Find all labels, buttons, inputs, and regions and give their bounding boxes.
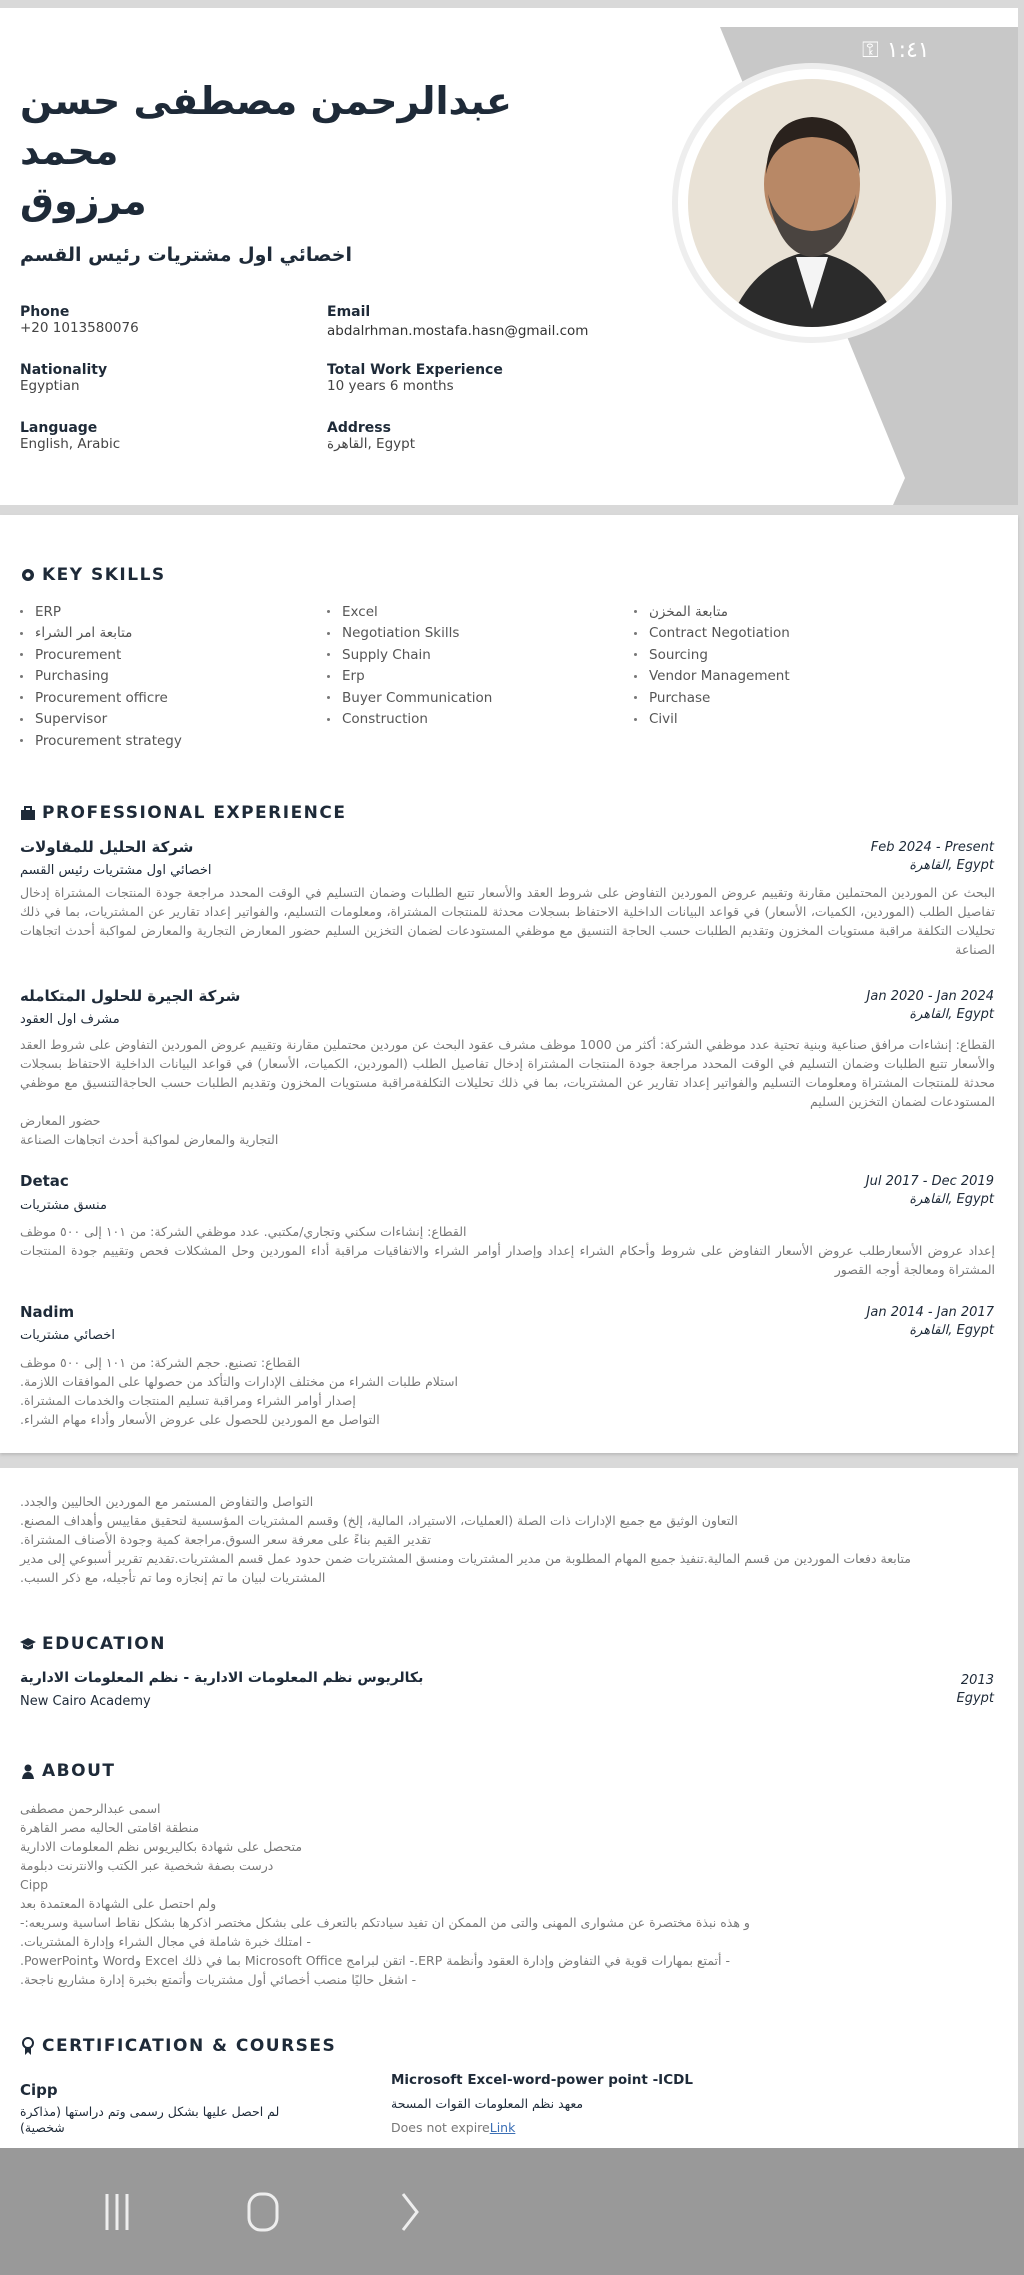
contact-value: القاهرة, Egypt [327,436,415,452]
about-line: ولم احتصل على الشهادة المعتمدة بعد [20,1896,217,1911]
bullet-icon [634,696,637,699]
education-heading [20,1634,166,1654]
contact-value: Egyptian [20,378,80,394]
skill-item [20,687,182,709]
desc-line: التجارية والمعارض لمواكبة أحدث اتجاهات الصناعة [20,1132,279,1147]
bullet-icon [327,675,330,678]
job-lines [20,1222,467,1241]
skill-label: متابعة امر الشراء [35,625,133,642]
name-line-2: محمد [20,129,119,173]
about-line: - امتلك خبرة شاملة في مجال الشراء وإدارة المشتريات. [20,1934,311,1949]
skill-label: Sourcing [649,646,708,663]
education-location: Egypt [956,1691,994,1706]
contact-value: 10 years 6 months [327,378,454,394]
gear-icon [20,566,36,584]
skill-item [634,687,790,709]
about-line: - اشغل حاليًا منصب أخصائي أول مشتريات وأتمتع بخبرة إدارة مشاريع ناجحة. [20,1972,417,1987]
about-line: درست بصفة شخصية عبر الكتب والانترنت دبلومة [20,1858,274,1873]
job-date-range: Feb 2024 - Present [870,840,994,855]
education-meta [956,1672,994,1708]
job-extra [20,1111,278,1149]
skill-label: متابعة المخزن [649,603,728,620]
about-line: Cipp [20,1877,49,1892]
home-button[interactable] [245,2190,281,2234]
cert-expiry: Does not expire [391,2120,490,2135]
skill-item [634,709,790,731]
education-school: New Cairo Academy [20,1694,151,1709]
job-dates [871,839,994,875]
job-lines [20,1353,458,1429]
recent-apps-button[interactable] [100,2190,134,2234]
desc-line: القطاع: إنشاءات سكني وتجاري/مكتبي. عدد موظفي الشركة: من ١٠١ إلى ٥٠٠ موظف [20,1224,467,1239]
about-line: اسمى عبدالرحمن مصطفى [20,1801,161,1816]
contact-label: Nationality [20,362,108,378]
contact-label: Email [327,304,371,320]
header-card [0,8,1018,505]
job-company: Nadim [20,1303,75,1321]
skill-item [634,601,790,623]
contact-experience [327,362,503,394]
bullet-icon [634,632,637,635]
contact-label: Language [20,420,98,436]
graduation-cap-icon [20,1635,36,1653]
section-title: KEY SKILLS [42,565,166,585]
desc-line: إصدار أوامر الشراء ومراقبة تسليم المنتجات والخدمات المشتراة. [20,1393,356,1408]
contact-phone [20,304,139,336]
bullet-icon [327,696,330,699]
contact-value: English, Arabic [20,436,121,452]
desc-line: التعاون الوثيق مع جميع الإدارات ذات الصلة (العمليات، الاستيراد، المالية، إلخ) وقسم المشتريات المؤسسية لتحقيق مقاييس وأهداف المصنع. [20,1513,738,1528]
bullet-icon [634,653,637,656]
cert-name: Cipp [20,2081,58,2099]
bullet-icon [327,610,330,613]
bullet-icon [20,632,23,635]
skill-label: Negotiation Skills [342,625,460,642]
bullet-icon [327,632,330,635]
job-date-range: Jan 2014 - Jan 2017 [866,1305,994,1320]
contact-label: Address [327,420,391,436]
bullet-icon [20,696,23,699]
person-icon [20,1762,36,1780]
desc-line: تقدير القيم بناءً على معرفة سعر السوق.مراجعة كمية وجودة الأصناف المشتراة. [20,1532,431,1547]
skill-item [327,623,492,645]
contact-value: +20 1013580076 [20,320,139,336]
desc-line: حضور المعارض [20,1113,101,1128]
skill-label: Excel [342,603,378,620]
bullet-icon [634,675,637,678]
section-title: EDUCATION [42,1634,166,1654]
job-company: شركة الحليل للمقاولات [20,838,194,856]
bullet-icon [20,653,23,656]
skills-column [20,601,182,752]
status-time: ١:٤١ [886,38,930,63]
profile-photo [672,63,952,343]
job-continued-lines [20,1492,911,1587]
section-title: ABOUT [42,1761,116,1781]
skill-label: Vendor Management [649,668,790,685]
job-description: البحث عن الموردين المحتملين مقارنة وتقييم عروض الموردين التفاوض على شروط العقد والأسعار تتبع الطلبات وضمان التسليم في الوقت المحدد مراجعة جودة المنتجات المشتراة إدخال تفاصيل الطلب (الموردين، الكميات، الأسعار) في قواعد البيانات الداخلية الاحتفاظ بسجلات محدثة للمنتجات المشتراة، ومعلومات التسليم، والفواتير إعداد تقارير عن المشتريات، بما في ذلك تحليلات التكلفة مراقبة مستويات المخزون وتقديم الطلبات حسب الحاجة التنسيق مع موظفي المستودعات لضمان التخزين السليم حضور المعارض التجارية والمعارض لمواكبة أحدث اتجاهات الصناعة [20,885,995,957]
contact-language [20,420,120,452]
job-location: القاهرة, Egypt [909,1192,994,1207]
contact-nationality [20,362,107,394]
skill-label: Procurement officre [35,689,168,706]
skill-item [20,666,182,688]
cert-description: لم احصل عليها بشكل رسمى وتم دراستها (مذاكرة شخصية) [20,2104,280,2135]
bullet-icon [634,610,637,613]
skill-item [327,601,492,623]
skill-label: Supply Chain [342,646,431,663]
about-text [20,1799,750,1989]
contact-label: Phone [20,304,70,320]
skill-item [327,644,492,666]
job-company: شركة الجيرة للحلول المتكامله [20,987,241,1005]
cert-issuer: معهد نظم المعلومات القوات المسحة [391,2096,584,2111]
skill-item [20,601,182,623]
skills-column [634,601,790,730]
bullet-icon [327,718,330,721]
status-bar [862,38,930,63]
job-location: القاهرة, Egypt [909,1323,994,1338]
bullet-icon [20,675,23,678]
job-location: القاهرة, Egypt [909,1007,994,1022]
section-title: PROFESSIONAL EXPERIENCE [42,803,347,823]
skill-label: ERP [35,603,62,620]
job-role: اخصائي مشتريات [20,1328,115,1343]
about-line: و هذه نبذة مختصرة عن مشوارى المهنى والتى من الممكن ان تفيد سيادتكم بالتعرف على بشكل مختصر اذكرها بشكل نقاط اساسية وسريعه:- [20,1915,750,1930]
bullet-icon [20,610,23,613]
certification-heading [20,2036,336,2056]
skill-item [327,666,492,688]
desc-line: التواصل والتفاوض المستمر مع الموردين الحاليين والجدد. [20,1494,314,1509]
cert-link[interactable]: Link [489,2120,516,2135]
contact-address [327,420,415,452]
android-nav-bar [0,2148,1024,2275]
desc-line: متابعة دفعات الموردين من قسم المالية.تنفيذ جميع المهام المطلوبة من مدير المشتريات ومنسق المشتريات ضمن حدود عمل قسم المشتريات.تقديم تقرير أسبوعي إلى مدير [20,1551,911,1566]
about-line: - أتمتع بمهارات قوية في التفاوض وإدارة العقود وأنظمة ERP.- اتقن لبرامج Microsoft Office بما في ذلك Excel وWord وPowerPoint. [20,1953,730,1968]
about-heading [20,1761,115,1781]
skill-item [634,666,790,688]
skill-label: Contract Negotiation [649,625,790,642]
skill-item [20,623,182,645]
email-link[interactable]: abdalrhman.mostafa.hasn@gmail.com [327,323,589,339]
skill-label: Supervisor [35,711,108,728]
desc-line: القطاع: تصنيع. حجم الشركة: من ١٠١ إلى ٥٠٠ موظف [20,1355,301,1370]
skill-label: Construction [342,711,428,728]
skill-item [634,644,790,666]
skill-item [20,644,182,666]
main-card [0,515,1018,1453]
briefcase-icon [20,804,36,822]
skill-label: Purchase [649,689,711,706]
desc-line: التواصل مع الموردين للحصول على عروض الأسعار وأداء مهام الشراء. [20,1412,380,1427]
job-role: اخصائي اول مشتريات رئيس القسم [20,863,212,878]
experience-heading [20,803,347,823]
job-dates [867,1304,994,1340]
skill-item [327,709,492,731]
skill-label: Erp [342,668,365,685]
bullet-icon [20,718,23,721]
desc-line: المشتريات لبيان ما تم إنجازه وما تم تأجيله، مع ذكر السبب. [20,1570,326,1585]
skill-label: Procurement strategy [35,732,182,749]
skill-label: Procurement [35,646,122,663]
name-line-1: عبدالرحمن مصطفى حسن [20,79,512,123]
name-line-3: مرزوق [20,179,147,223]
section-title: CERTIFICATION & COURSES [42,2036,337,2056]
skill-item [20,709,182,731]
desc-line: استلام طلبات الشراء من مختلف الإدارات والتأكد من حصولها على الموافقات اللازمة. [20,1374,458,1389]
bullet-icon [20,739,23,742]
job-role: منسق مشتريات [20,1198,107,1213]
skill-item [634,623,790,645]
job-role: مشرف اول العقود [20,1012,120,1027]
education-year: 2013 [960,1673,994,1688]
about-line: متحصل على شهادة بكاليريوس نظم المعلومات الادارية [20,1839,303,1854]
job-title: اخصائي اول مشتريات رئيس القسم [20,244,352,266]
job-dates [866,1173,994,1209]
skill-label: Buyer Communication [342,689,493,706]
job-location: القاهرة, Egypt [909,858,994,873]
job-date-range: Jul 2017 - Dec 2019 [865,1174,994,1189]
back-button[interactable] [395,2190,425,2234]
job-dates [867,988,994,1024]
job-description: القطاع: إنشاءات مرافق صناعية وبنية تحتية عدد موظفي الشركة: أكثر من 1000 موظف مشرف عقود البحث عن موردين محتملين مقارنة وتقييم عروض الموردين التفاوض على شروط العقد والأسعار تتبع الطلبات وضمان التسليم في الوقت المحدد مراجعة جودة المنتجات المشتراة إدخال تفاصيل الطلب (الموردين، الكميات، الأسعار) في قواعد البيانات الداخلية الاحتفاظ بسجلات محدثة للمنتجات المشتراة ومعلومات التسليم والفواتير إعداد تقارير عن المشتريات، بما في ذلك تحليلات التكلفةمراقبة مستويات المخزون وتقديم الطلبات حسب الحاجةالتنسيق مع موظفي المستودعات لضمان التخزين السليم [20,1037,995,1109]
skill-label: Civil [649,711,678,728]
about-line: منطقة اقامتى الحاليه مصر القاهرة [20,1820,200,1835]
contact-label: Total Work Experience [327,362,503,378]
cert-expiry-row [391,2120,515,2135]
skill-item [20,730,182,752]
skills-column [327,601,492,730]
job-description: إعداد عروض الأسعارطلب عروض الأسعار التفاوض على شروط وأحكام الشراء إعداد وإصدار أوامر الشراء والاتفاقيات مراقبة أداء الموردين وحل المشكلات فحص وتقييم جودة المنتجات المشتراة ومعالجة أوجه القصور [20,1243,995,1277]
bullet-icon [327,653,330,656]
education-degree: بكالريوس نظم المعلومات الادارية - نظم المعلومات الادارية [20,1670,424,1686]
key-skills-heading [20,565,166,585]
job-company: Detac [20,1172,69,1190]
cert-name: Microsoft Excel-word-power point -ICDL [391,2072,693,2088]
key-icon: ⚿ [862,38,879,63]
avatar [688,79,936,327]
job-date-range: Jan 2020 - Jan 2024 [866,989,994,1004]
skill-label: Purchasing [35,668,109,685]
award-ribbon-icon [20,2037,36,2055]
bullet-icon [634,718,637,721]
continued-card [0,1468,1018,2148]
skill-item [327,687,492,709]
contact-email [327,304,588,339]
